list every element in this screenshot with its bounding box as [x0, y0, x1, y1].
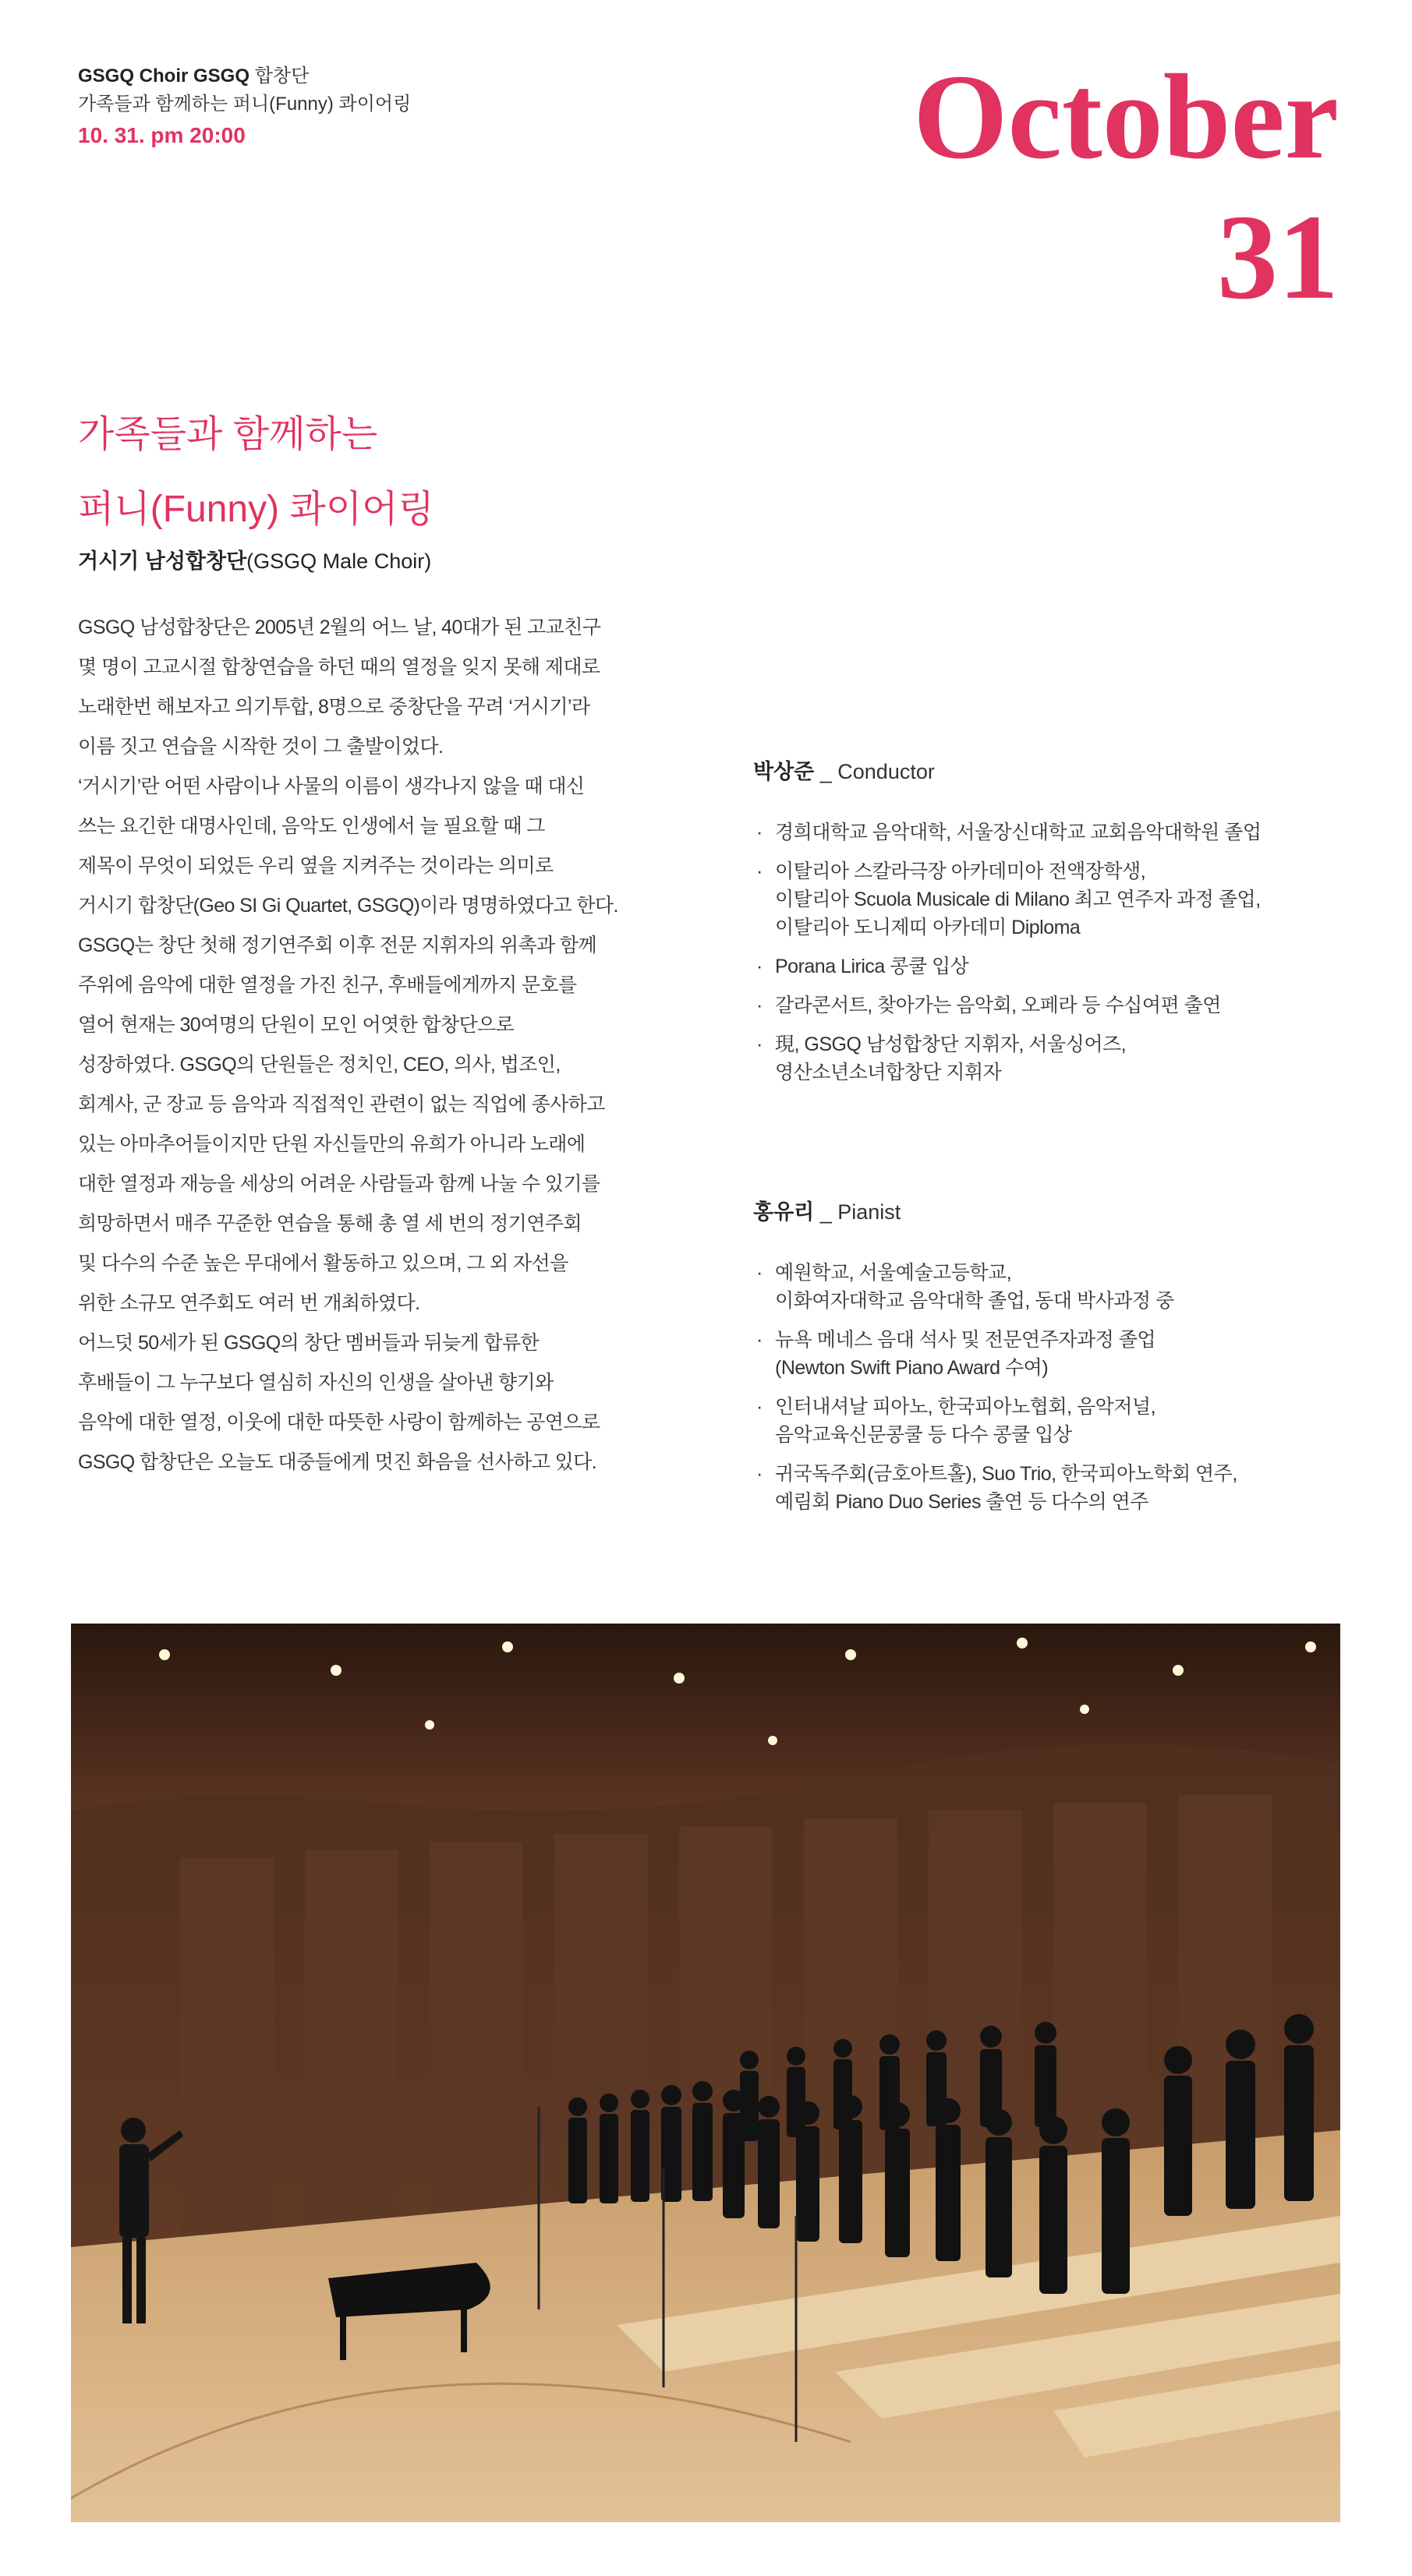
conductor-bio-line: 이탈리아 도니제띠 아카데미 Diploma: [775, 917, 1081, 938]
header-choir-kr: 합창단: [249, 65, 310, 87]
pianist-role: _ Pianist: [814, 1200, 901, 1224]
pianist-bio-list: [753, 1259, 1377, 1527]
conductor-bio-line: · 이탈리아 스칼라극장 아카데미아 전액장학생,: [775, 860, 1146, 882]
conductor-bio-line: · 갈라콘서트, 찾아가는 음악회, 오페라 등 수십여편 출연: [775, 995, 1221, 1016]
header-line-1: [78, 62, 411, 90]
header-date-time: 10. 31. pm 20:00: [78, 123, 246, 147]
pianist-heading: [753, 1196, 901, 1228]
body-line: 성장하였다. GSGQ의 단원들은 정치인, CEO, 의사, 법조인,: [78, 1054, 561, 1076]
body-line: 회계사, 군 장교 등 음악과 직접적인 관련이 없는 직업에 종사하고: [78, 1094, 605, 1115]
body-line: GSGQ는 창단 첫해 정기연주회 이후 전문 지휘자의 위촉과 함께: [78, 935, 597, 956]
choir-name: [78, 546, 431, 577]
header-program: 가족들과 함께하는 퍼니(Funny) 콰이어링: [78, 94, 412, 115]
body-line: 어느덧 50세가 된 GSGQ의 창단 멤버들과 뒤늦게 합류한: [78, 1332, 540, 1354]
header-block: [78, 62, 411, 153]
choir-name-kr: 거시기 남성합창단: [78, 549, 247, 573]
body-line: 노래한번 해보자고 의기투합, 8명으로 중창단을 꾸려 ‘거시기’라: [78, 696, 590, 718]
conductor-bio-line: 이탈리아 Scuola Musicale di Milano 최고 연주자 과정 졸업,: [775, 889, 1261, 910]
body-line: 음악에 대한 열정, 이웃에 대한 따뜻한 사랑이 함께하는 공연으로: [78, 1412, 600, 1433]
body-line: 위한 소규모 연주회도 여러 번 개최하였다.: [78, 1292, 420, 1314]
conductor-heading: [753, 756, 935, 787]
title-line-1: 가족들과 함께하는: [78, 414, 378, 455]
title-line-2: 퍼니(Funny) 콰이어링: [78, 489, 434, 530]
body-line: 몇 명이 고교시절 합창연습을 하던 때의 열정을 잊지 못해 제대로: [78, 656, 600, 678]
big-date-month: October: [913, 49, 1339, 184]
body-line: 거시기 합창단(Geo SI Gi Quartet, GSGQ)이라 명명하였다고 한다.: [78, 895, 618, 917]
conductor-role: _ Conductor: [814, 760, 935, 783]
pianist-bio-line: 이화여자대학교 음악대학 졸업, 동대 박사과정 중: [775, 1290, 1174, 1312]
body-line: 대한 열정과 재능을 세상의 어려운 사람들과 함께 나눌 수 있기를: [78, 1173, 600, 1195]
pianist-bio-line: 예림회 Piano Duo Series 출연 등 다수의 연주: [775, 1491, 1148, 1513]
conductor-bio-item: [753, 952, 1377, 981]
header-choir-en: GSGQ Choir GSGQ: [78, 65, 250, 87]
concert-photo: [71, 1624, 1340, 2522]
conductor-bio-item: [753, 818, 1377, 846]
body-line: 희망하면서 매주 꾸준한 연습을 통해 총 열 세 번의 정기연주회: [78, 1213, 582, 1235]
pianist-bio-line: · 뉴욕 메네스 음대 석사 및 전문연주자과정 졸업: [775, 1329, 1156, 1351]
pianist-bio-line: (Newton Swift Piano Award 수여): [775, 1357, 1049, 1379]
body-line: 주위에 음악에 대한 열정을 가진 친구, 후배들에게까지 문호를: [78, 974, 577, 996]
choir-description: [78, 608, 710, 1482]
body-line: 있는 아마추어들이지만 단원 자신들만의 유희가 아니라 노래에: [78, 1133, 586, 1155]
pianist-bio-item: [753, 1460, 1377, 1516]
pianist-bio-item: [753, 1259, 1377, 1315]
body-line: 이름 짓고 연습을 시작한 것이 그 출발이었다.: [78, 736, 444, 758]
pianist-bio-line: 음악교육신문콩쿨 등 다수 콩쿨 입상: [775, 1424, 1072, 1446]
conductor-bio-line: · Porana Lirica 콩쿨 입상: [775, 956, 969, 977]
body-line: 및 다수의 수준 높은 무대에서 활동하고 있으며, 그 외 자선을: [78, 1253, 568, 1274]
conductor-bio-item: [753, 991, 1377, 1019]
body-line: GSGQ 합창단은 오늘도 대중들에게 멋진 화음을 선사하고 있다.: [78, 1451, 597, 1473]
choir-name-en: (GSGQ Male Choir): [246, 549, 432, 573]
pianist-bio-line: · 예원학교, 서울예술고등학교,: [775, 1262, 1012, 1284]
body-line: 열어 현재는 30여명의 단원이 모인 어엿한 합창단으로: [78, 1014, 515, 1036]
pianist-bio-item: [753, 1393, 1377, 1449]
pianist-bio-line: · 인터내셔날 피아노, 한국피아노협회, 음악저널,: [775, 1396, 1156, 1418]
pianist-bio-line: · 귀국독주회(금호아트홀), Suo Trio, 한국피아노학회 연주,: [775, 1463, 1237, 1485]
conductor-bio-item: [753, 1030, 1377, 1087]
body-line: ‘거시기’란 어떤 사람이나 사물의 이름이 생각나지 않을 때 대신: [78, 776, 585, 797]
conductor-bio-list: [753, 818, 1377, 1097]
concert-hall-illustration: [71, 1624, 1340, 2522]
conductor-bio-line: 영산소년소녀합창단 지휘자: [775, 1062, 1002, 1083]
body-line: 후배들이 그 누구보다 열심히 자신의 인생을 살아낸 향기와: [78, 1372, 554, 1394]
pianist-name: 홍유리: [753, 1200, 815, 1224]
body-line: 제목이 무엇이 되었든 우리 옆을 지켜주는 것이라는 의미로: [78, 855, 554, 877]
big-date-day: 31: [1217, 189, 1339, 324]
pianist-bio-item: [753, 1326, 1377, 1382]
conductor-bio-item: [753, 857, 1377, 942]
conductor-bio-line: · 現, GSGQ 남성합창단 지휘자, 서울싱어즈,: [775, 1034, 1127, 1055]
page-title: [78, 398, 434, 547]
body-line: 쓰는 요긴한 대명사인데, 음악도 인생에서 늘 필요할 때 그: [78, 815, 545, 837]
conductor-bio-line: · 경희대학교 음악대학, 서울장신대학교 교회음악대학원 졸업: [775, 822, 1262, 843]
conductor-name: 박상준: [753, 760, 815, 783]
body-line: GSGQ 남성합창단은 2005년 2월의 어느 날, 40대가 된 고교친구: [78, 617, 601, 638]
